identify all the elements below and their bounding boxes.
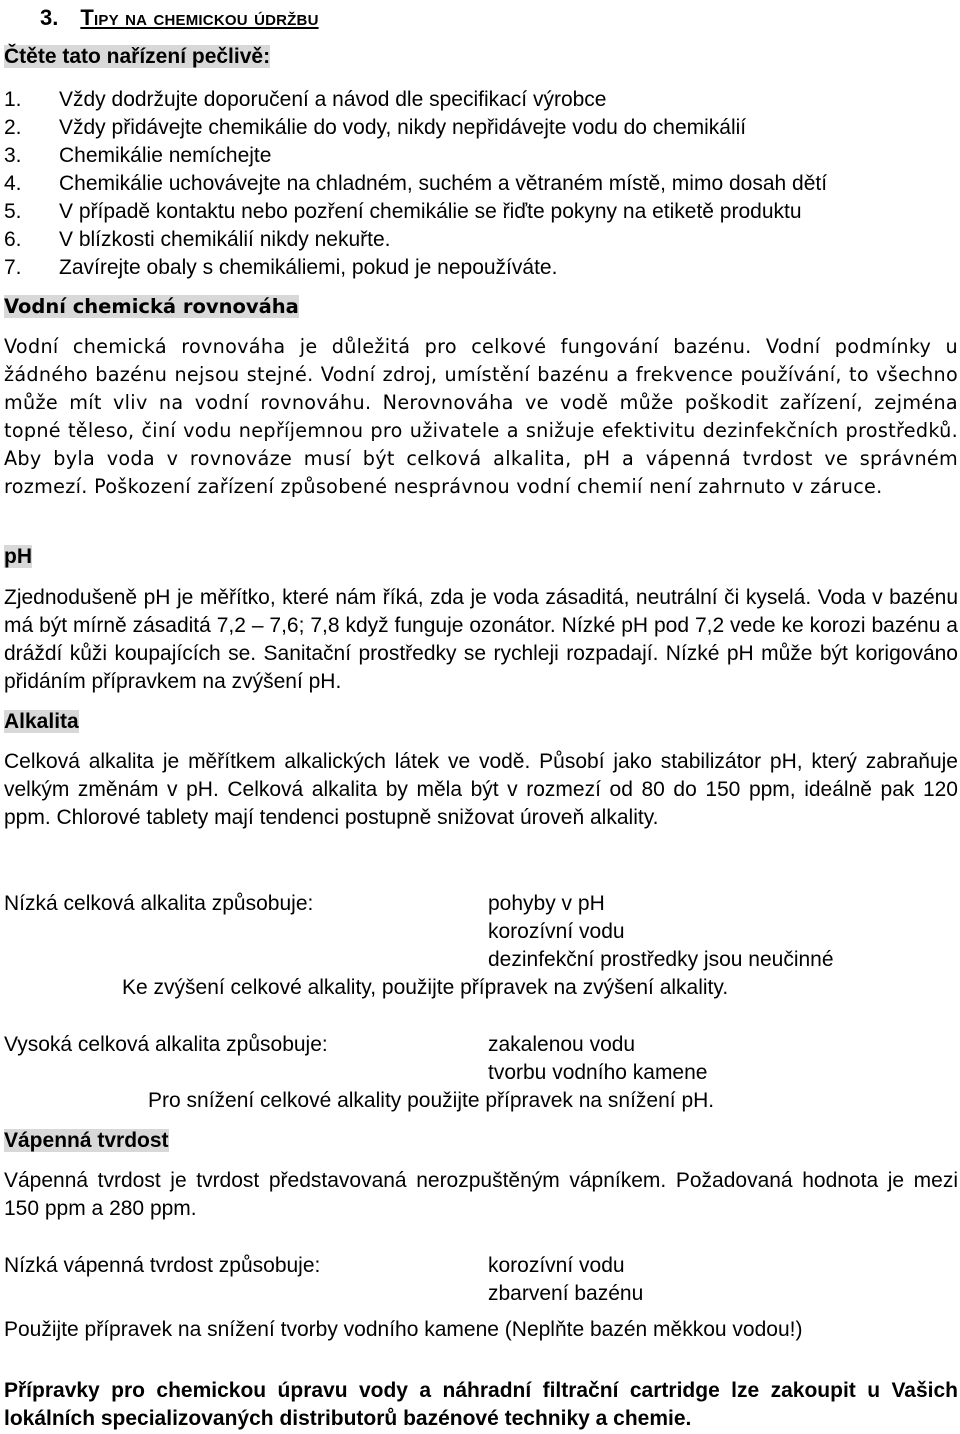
rules-list [4, 86, 827, 282]
high-alkalinity-effect: zakalenou vodu [488, 1033, 636, 1056]
list-item: 4. Chemikálie uchovávejte na chladném, suchém a větraném místě, mimo dosah dětí [4, 172, 828, 195]
list-item: 1. Vždy dodržujte doporučení a návod dle specifikací výrobce [4, 88, 607, 111]
section-number: 3. [40, 5, 59, 30]
alkalinity-heading: Alkalita [4, 710, 79, 733]
balance-heading: Vodní chemická rovnováha [4, 295, 299, 318]
intro-heading: Čtěte tato nařízení pečlivě: [4, 45, 271, 68]
low-hardness-effect: zbarvení bazénu [488, 1282, 644, 1305]
list-item: 2. Vždy přidávejte chemikálie do vody, nikdy nepřidávejte vodu do chemikálií [4, 116, 747, 139]
section-title-text: Tipy na chemickou údržbu [80, 5, 319, 30]
list-item: 3. Chemikálie nemíchejte [4, 144, 272, 167]
alkalinity-paragraph: Celková alkalita je měřítkem alkalických látek ve vodě. Působí jako stabilizátor pH, který zabraňuje velkým změnám v pH. Celková alkalita by měla být v rozmezí od 80 do 150 ppm, ideálně pak 120 ppm. Chlorové tablety mají tendenci postupně snižovat úroveň alkality. [4, 750, 958, 829]
list-item: 7. Zavírejte obaly s chemikáliemi, pokud je nepoužíváte. [4, 256, 558, 279]
high-alkalinity-effect: tvorbu vodního kamene [488, 1061, 708, 1084]
low-alkalinity-effect: dezinfekční prostředky jsou neučinné [488, 948, 834, 971]
ph-paragraph: Zjednodušeně pH je měřítko, které nám říká, zda je voda zásaditá, neutrální či kyselá. Voda v bazénu má být mírně zásaditá 7,2 – 7,6; 7,8 když funguje ozonátor. Nízké pH pod 7,2 vede ke korozi bazénu a dráždí kůži koupajících se. Sanitační prostředky se rychleji rozpadají. Nízké pH může být korigováno přidáním přípravkem na zvýšení pH. [4, 586, 958, 693]
balance-paragraph: Vodní chemická rovnováha je důležitá pro celkové fungování bazénu. Vodní podmínky u žádného bazénu nejsou stejné. Vodní zdroj, umístění bazénu a frekvence používání, to všechno může mít vliv na vodní rovnováhu. Nerovnováha ve vodě může poškodit zařízení, zejména topné těleso, činí vodu nepříjemnou pro uživatele a snižuje efektivitu dezinfekčních prostředků. Aby byla voda v rovnováze musí být celková alkalita, pH a vápenná tvrdost ve správném rozmezí. Poškození zařízení způsobené nesprávnou vodní chemií není zahrnuto v záruce. [4, 335, 958, 498]
list-item: 6. V blízkosti chemikálií nikdy nekuřte. [4, 228, 391, 251]
footer-note: Přípravky pro chemickou úpravu vody a náhradní filtrační cartridge lze zakoupit u Vašich lokálních specializovaných distributorů bazénové techniky a chemie. [4, 1379, 958, 1430]
list-item: 5. V případě kontaktu nebo pozření chemikálie se řiďte pokyny na etiketě produktu [4, 200, 802, 223]
low-alkalinity-effect: korozívní vodu [488, 920, 625, 943]
section-title [40, 4, 319, 32]
low-hardness-effect: korozívní vodu [488, 1254, 625, 1277]
high-alkalinity-fix: Pro snížení celkové alkality použijte přípravek na snížení pH. [148, 1089, 715, 1112]
low-alkalinity-label: Nízká celková alkalita způsobuje: [4, 892, 314, 915]
ph-heading: pH [4, 545, 32, 568]
low-alkalinity-effect: pohyby v pH [488, 892, 605, 915]
low-hardness-label: Nízká vápenná tvrdost způsobuje: [4, 1254, 321, 1277]
hardness-paragraph: Vápenná tvrdost je tvrdost představovaná nerozpuštěným vápníkem. Požadovaná hodnota je mezi 150 ppm a 280 ppm. [4, 1169, 958, 1220]
high-alkalinity-label: Vysoká celková alkalita způsobuje: [4, 1033, 328, 1056]
low-alkalinity-fix: Ke zvýšení celkové alkality, použijte přípravek na zvýšení alkality. [122, 976, 729, 999]
hardness-heading: Vápenná tvrdost [4, 1129, 169, 1152]
hardness-fix: Použijte přípravek na snížení tvorby vodního kamene (Neplňte bazén měkkou vodou!) [4, 1318, 803, 1341]
